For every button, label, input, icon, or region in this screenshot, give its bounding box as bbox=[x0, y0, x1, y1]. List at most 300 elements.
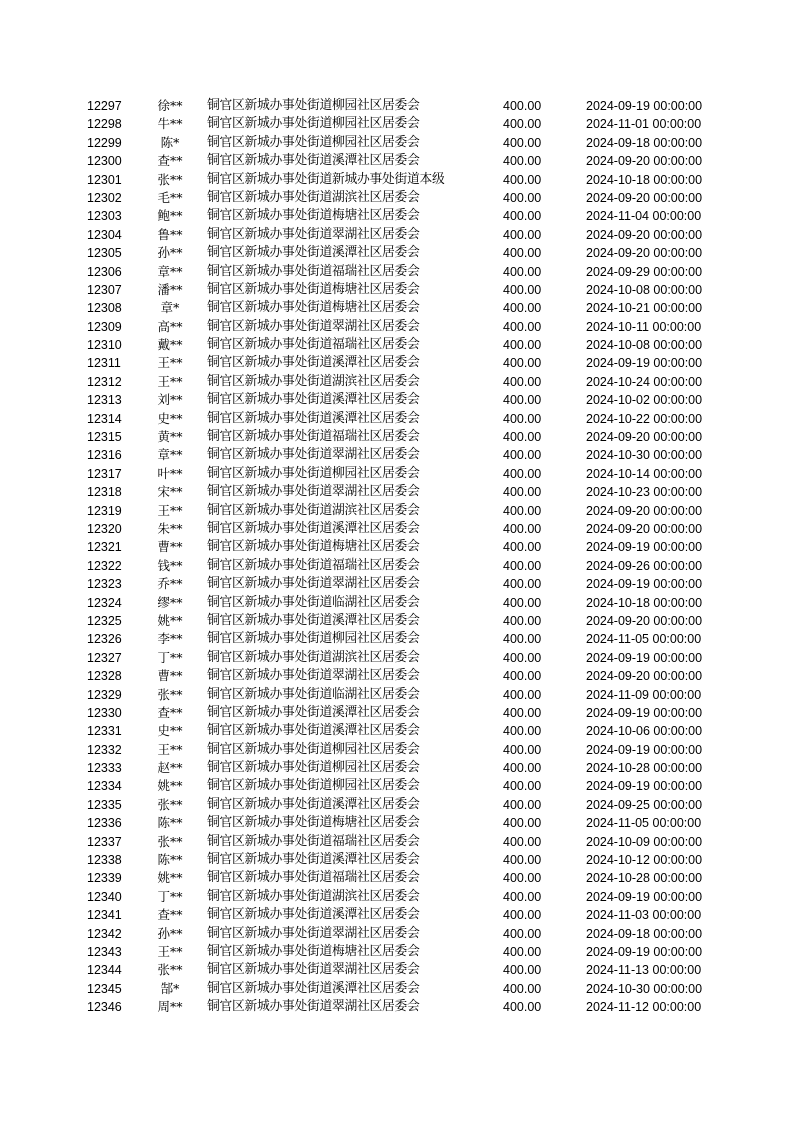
amount: 400.00 bbox=[503, 595, 542, 610]
table-row bbox=[0, 189, 793, 207]
community-name: 铜官区新城办事处街道柳园社区居委会 bbox=[207, 98, 420, 113]
table-row bbox=[0, 520, 793, 538]
person-name: 史** bbox=[157, 410, 183, 426]
amount: 400.00 bbox=[503, 705, 542, 720]
record-id: 12308 bbox=[87, 301, 122, 316]
community-name: 铜官区新城办事处街道翠湖社区居委会 bbox=[207, 447, 420, 463]
person-name: 陈** bbox=[157, 815, 183, 831]
amount: 400.00 bbox=[503, 301, 542, 316]
record-id: 12331 bbox=[87, 724, 122, 739]
payment-date: 2024-09-19 00:00:00 bbox=[586, 889, 703, 904]
amount: 400.00 bbox=[503, 613, 542, 628]
table-row bbox=[0, 575, 793, 593]
community-name: 铜官区新城办事处街道柳园社区居委会 bbox=[207, 631, 420, 647]
person-name: 赵** bbox=[157, 760, 183, 776]
community-name: 铜官区新城办事处街道溪潭社区居委会 bbox=[207, 410, 420, 426]
community-name: 铜官区新城办事处街道溪潭社区居委会 bbox=[207, 704, 420, 720]
payment-date: 2024-10-11 00:00:00 bbox=[586, 319, 702, 334]
table-row bbox=[0, 483, 793, 501]
community-name: 铜官区新城办事处街道柳园社区居委会 bbox=[207, 741, 420, 757]
table-row bbox=[0, 686, 793, 704]
community-name: 铜官区新城办事处街道福瑞社区居委会 bbox=[207, 429, 420, 445]
payment-date: 2024-09-25 00:00:00 bbox=[586, 797, 703, 812]
table-row bbox=[0, 833, 793, 851]
person-name: 王** bbox=[157, 741, 183, 757]
community-name: 铜官区新城办事处街道溪潭社区居委会 bbox=[207, 796, 420, 812]
amount: 400.00 bbox=[503, 264, 542, 279]
payment-date: 2024-10-28 00:00:00 bbox=[586, 761, 703, 776]
payment-date: 2024-10-18 00:00:00 bbox=[586, 172, 703, 187]
table-row bbox=[0, 354, 793, 372]
payment-date: 2024-10-06 00:00:00 bbox=[586, 724, 703, 739]
person-name: 张** bbox=[157, 171, 183, 187]
person-name: 王** bbox=[157, 943, 183, 959]
table-row bbox=[0, 649, 793, 667]
record-id: 12323 bbox=[87, 577, 122, 592]
person-name: 朱** bbox=[157, 520, 183, 536]
record-id: 12341 bbox=[87, 908, 122, 923]
amount: 400.00 bbox=[503, 356, 542, 371]
table-row bbox=[0, 796, 793, 814]
amount: 400.00 bbox=[503, 374, 542, 389]
community-name: 铜官区新城办事处街道湖滨社区居委会 bbox=[207, 649, 420, 665]
table-row bbox=[0, 263, 793, 281]
record-id: 12305 bbox=[87, 246, 122, 261]
community-name: 铜官区新城办事处街道溪潭社区居委会 bbox=[207, 245, 420, 261]
records-table bbox=[0, 97, 793, 1017]
payment-date: 2024-11-09 00:00:00 bbox=[586, 687, 702, 702]
amount: 400.00 bbox=[503, 448, 542, 463]
person-name: 刘** bbox=[157, 392, 183, 408]
table-row bbox=[0, 998, 793, 1016]
amount: 400.00 bbox=[503, 742, 542, 757]
payment-date: 2024-09-18 00:00:00 bbox=[586, 926, 703, 941]
record-id: 12333 bbox=[87, 761, 122, 776]
person-name: 姚** bbox=[157, 778, 183, 794]
community-name: 铜官区新城办事处街道翠湖社区居委会 bbox=[207, 962, 420, 978]
record-id: 12297 bbox=[87, 99, 122, 113]
table-row bbox=[0, 115, 793, 133]
community-name: 铜官区新城办事处街道梅塘社区居委会 bbox=[207, 943, 420, 959]
person-name: 潘** bbox=[157, 281, 183, 297]
person-name: 鲁** bbox=[157, 226, 183, 242]
community-name: 铜官区新城办事处街道溪潭社区居委会 bbox=[207, 980, 420, 996]
amount: 400.00 bbox=[503, 430, 542, 445]
person-name: 李** bbox=[157, 631, 183, 647]
payment-date: 2024-09-20 00:00:00 bbox=[586, 227, 703, 242]
amount: 400.00 bbox=[503, 816, 542, 831]
record-id: 12326 bbox=[87, 632, 122, 647]
amount: 400.00 bbox=[503, 889, 542, 904]
payment-date: 2024-09-19 00:00:00 bbox=[586, 99, 703, 113]
person-name: 曹** bbox=[157, 539, 183, 555]
community-name: 铜官区新城办事处街道溪潭社区居委会 bbox=[207, 355, 420, 371]
payment-date: 2024-09-20 00:00:00 bbox=[586, 613, 703, 628]
payment-date: 2024-09-20 00:00:00 bbox=[586, 503, 703, 518]
record-id: 12309 bbox=[87, 319, 122, 334]
payment-date: 2024-10-30 00:00:00 bbox=[586, 981, 703, 996]
person-name: 乔** bbox=[157, 576, 183, 592]
community-name: 铜官区新城办事处街道翠湖社区居委会 bbox=[207, 318, 420, 334]
payment-date: 2024-11-04 00:00:00 bbox=[586, 209, 702, 224]
amount: 400.00 bbox=[503, 521, 542, 536]
amount: 400.00 bbox=[503, 779, 542, 794]
table-row bbox=[0, 630, 793, 648]
person-name: 孙** bbox=[157, 925, 183, 941]
payment-date: 2024-10-08 00:00:00 bbox=[586, 338, 703, 353]
payment-date: 2024-09-19 00:00:00 bbox=[586, 944, 703, 959]
table-row bbox=[0, 244, 793, 262]
person-name: 曹** bbox=[157, 668, 183, 684]
person-name: 张** bbox=[157, 833, 183, 849]
person-name: 毛** bbox=[157, 189, 183, 205]
community-name: 铜官区新城办事处街道新城办事处街道本级 bbox=[207, 171, 445, 187]
payment-date: 2024-09-20 00:00:00 bbox=[586, 154, 703, 169]
table-row bbox=[0, 759, 793, 777]
community-name: 铜官区新城办事处街道福瑞社区居委会 bbox=[207, 833, 420, 849]
community-name: 铜官区新城办事处街道溪潭社区居委会 bbox=[207, 520, 420, 536]
amount: 400.00 bbox=[503, 853, 542, 868]
table-row bbox=[0, 925, 793, 943]
community-name: 铜官区新城办事处街道梅塘社区居委会 bbox=[207, 281, 420, 297]
payment-date: 2024-11-05 00:00:00 bbox=[586, 632, 702, 647]
table-row bbox=[0, 943, 793, 961]
community-name: 铜官区新城办事处街道湖滨社区居委会 bbox=[207, 373, 420, 389]
record-id: 12311 bbox=[87, 356, 121, 371]
person-name: 王** bbox=[157, 502, 183, 518]
community-name: 铜官区新城办事处街道福瑞社区居委会 bbox=[207, 337, 420, 353]
payment-date: 2024-09-29 00:00:00 bbox=[586, 264, 703, 279]
amount: 400.00 bbox=[503, 724, 542, 739]
table-row bbox=[0, 906, 793, 924]
community-name: 铜官区新城办事处街道溪潭社区居委会 bbox=[207, 392, 420, 408]
record-id: 12301 bbox=[87, 172, 122, 187]
table-row bbox=[0, 97, 793, 115]
amount: 400.00 bbox=[503, 99, 542, 113]
table-row bbox=[0, 207, 793, 225]
table-row bbox=[0, 961, 793, 979]
table-row bbox=[0, 594, 793, 612]
person-name: 宋** bbox=[157, 484, 183, 500]
person-name: 王** bbox=[157, 373, 183, 389]
table-row bbox=[0, 336, 793, 354]
amount: 400.00 bbox=[503, 411, 542, 426]
person-name: 周** bbox=[157, 999, 183, 1015]
community-name: 铜官区新城办事处街道溪潭社区居委会 bbox=[207, 723, 420, 739]
record-id: 12336 bbox=[87, 816, 122, 831]
person-name: 丁** bbox=[157, 649, 183, 665]
community-name: 铜官区新城办事处街道梅塘社区居委会 bbox=[207, 539, 420, 555]
community-name: 铜官区新城办事处街道柳园社区居委会 bbox=[207, 778, 420, 794]
table-row bbox=[0, 869, 793, 887]
person-name: 孙** bbox=[157, 245, 183, 261]
community-name: 铜官区新城办事处街道福瑞社区居委会 bbox=[207, 263, 420, 279]
community-name: 铜官区新城办事处街道柳园社区居委会 bbox=[207, 465, 420, 481]
payment-date: 2024-11-01 00:00:00 bbox=[586, 117, 702, 132]
person-name: 张** bbox=[157, 796, 183, 812]
record-id: 12306 bbox=[87, 264, 122, 279]
amount: 400.00 bbox=[503, 963, 542, 978]
amount: 400.00 bbox=[503, 485, 542, 500]
payment-date: 2024-10-28 00:00:00 bbox=[586, 871, 703, 886]
table-row bbox=[0, 465, 793, 483]
amount: 400.00 bbox=[503, 944, 542, 959]
record-id: 12312 bbox=[87, 374, 122, 389]
payment-date: 2024-09-20 00:00:00 bbox=[586, 430, 703, 445]
record-id: 12322 bbox=[87, 558, 122, 573]
person-name: 查** bbox=[157, 907, 183, 923]
community-name: 铜官区新城办事处街道翠湖社区居委会 bbox=[207, 925, 420, 941]
payment-date: 2024-09-19 00:00:00 bbox=[586, 650, 703, 665]
payment-date: 2024-09-18 00:00:00 bbox=[586, 135, 703, 150]
community-name: 铜官区新城办事处街道翠湖社区居委会 bbox=[207, 226, 420, 242]
record-id: 12303 bbox=[87, 209, 122, 224]
record-id: 12317 bbox=[87, 466, 122, 481]
amount: 400.00 bbox=[503, 246, 542, 261]
person-name: 查** bbox=[157, 153, 183, 169]
amount: 400.00 bbox=[503, 577, 542, 592]
amount: 400.00 bbox=[503, 190, 542, 205]
amount: 400.00 bbox=[503, 871, 542, 886]
amount: 400.00 bbox=[503, 466, 542, 481]
payment-date: 2024-09-20 00:00:00 bbox=[586, 246, 703, 261]
amount: 400.00 bbox=[503, 632, 542, 647]
record-id: 12339 bbox=[87, 871, 122, 886]
community-name: 铜官区新城办事处街道溪潭社区居委会 bbox=[207, 852, 420, 868]
record-id: 12325 bbox=[87, 613, 122, 628]
record-id: 12302 bbox=[87, 190, 122, 205]
table-row bbox=[0, 888, 793, 906]
amount: 400.00 bbox=[503, 834, 542, 849]
payment-date: 2024-10-30 00:00:00 bbox=[586, 448, 703, 463]
payment-date: 2024-10-12 00:00:00 bbox=[586, 853, 703, 868]
community-name: 铜官区新城办事处街道湖滨社区居委会 bbox=[207, 888, 420, 904]
community-name: 铜官区新城办事处街道梅塘社区居委会 bbox=[207, 208, 420, 224]
table-row bbox=[0, 851, 793, 869]
payment-date: 2024-09-20 00:00:00 bbox=[586, 669, 703, 684]
record-id: 12344 bbox=[87, 963, 122, 978]
amount: 400.00 bbox=[503, 393, 542, 408]
person-name: 章** bbox=[157, 263, 183, 279]
table-row bbox=[0, 134, 793, 152]
community-name: 铜官区新城办事处街道临湖社区居委会 bbox=[207, 594, 420, 610]
community-name: 铜官区新城办事处街道福瑞社区居委会 bbox=[207, 870, 420, 886]
record-id: 12318 bbox=[87, 485, 122, 500]
record-id: 12338 bbox=[87, 853, 122, 868]
table-row bbox=[0, 814, 793, 832]
community-name: 铜官区新城办事处街道溪潭社区居委会 bbox=[207, 612, 420, 628]
table-row bbox=[0, 777, 793, 795]
payment-date: 2024-11-03 00:00:00 bbox=[586, 908, 702, 923]
amount: 400.00 bbox=[503, 540, 542, 555]
person-name: 钱** bbox=[157, 557, 183, 573]
payment-date: 2024-10-18 00:00:00 bbox=[586, 595, 703, 610]
table-row bbox=[0, 538, 793, 556]
amount: 400.00 bbox=[503, 981, 542, 996]
person-name: 郜* bbox=[160, 980, 180, 996]
record-id: 12315 bbox=[87, 430, 122, 445]
record-id: 12321 bbox=[87, 540, 122, 555]
record-id: 12314 bbox=[87, 411, 122, 426]
payment-date: 2024-11-12 00:00:00 bbox=[586, 1000, 702, 1015]
amount: 400.00 bbox=[503, 687, 542, 702]
table-row bbox=[0, 502, 793, 520]
payment-date: 2024-09-19 00:00:00 bbox=[586, 540, 703, 555]
person-name: 鲍** bbox=[157, 208, 183, 224]
record-id: 12334 bbox=[87, 779, 122, 794]
record-id: 12327 bbox=[87, 650, 122, 665]
community-name: 铜官区新城办事处街道翠湖社区居委会 bbox=[207, 484, 420, 500]
amount: 400.00 bbox=[503, 227, 542, 242]
person-name: 陈* bbox=[160, 134, 180, 150]
amount: 400.00 bbox=[503, 558, 542, 573]
payment-date: 2024-11-13 00:00:00 bbox=[586, 963, 702, 978]
community-name: 铜官区新城办事处街道梅塘社区居委会 bbox=[207, 815, 420, 831]
table-row bbox=[0, 612, 793, 630]
record-id: 12307 bbox=[87, 282, 122, 297]
person-name: 陈** bbox=[157, 852, 183, 868]
amount: 400.00 bbox=[503, 209, 542, 224]
community-name: 铜官区新城办事处街道福瑞社区居委会 bbox=[207, 557, 420, 573]
person-name: 张** bbox=[157, 686, 183, 702]
table-row bbox=[0, 299, 793, 317]
payment-date: 2024-10-02 00:00:00 bbox=[586, 393, 703, 408]
table-row bbox=[0, 152, 793, 170]
person-name: 缪** bbox=[157, 594, 183, 610]
person-name: 丁** bbox=[157, 888, 183, 904]
record-id: 12335 bbox=[87, 797, 122, 812]
community-name: 铜官区新城办事处街道柳园社区居委会 bbox=[207, 760, 420, 776]
community-name: 铜官区新城办事处街道柳园社区居委会 bbox=[207, 134, 420, 150]
record-id: 12298 bbox=[87, 117, 122, 132]
amount: 400.00 bbox=[503, 503, 542, 518]
record-id: 12330 bbox=[87, 705, 122, 720]
payment-date: 2024-09-19 00:00:00 bbox=[586, 742, 703, 757]
table-row bbox=[0, 704, 793, 722]
table-row bbox=[0, 391, 793, 409]
record-id: 12346 bbox=[87, 1000, 122, 1015]
record-id: 12310 bbox=[87, 338, 122, 353]
table-row bbox=[0, 410, 793, 428]
person-name: 史** bbox=[157, 723, 183, 739]
payment-date: 2024-09-26 00:00:00 bbox=[586, 558, 703, 573]
table-row bbox=[0, 318, 793, 336]
amount: 400.00 bbox=[503, 1000, 542, 1015]
person-name: 黄** bbox=[157, 429, 183, 445]
table-row bbox=[0, 741, 793, 759]
table-row bbox=[0, 171, 793, 189]
community-name: 铜官区新城办事处街道翠湖社区居委会 bbox=[207, 576, 420, 592]
person-name: 姚** bbox=[157, 612, 183, 628]
community-name: 铜官区新城办事处街道溪潭社区居委会 bbox=[207, 153, 420, 169]
record-id: 12345 bbox=[87, 981, 122, 996]
table-row bbox=[0, 446, 793, 464]
payment-date: 2024-09-19 00:00:00 bbox=[586, 705, 703, 720]
table-row bbox=[0, 373, 793, 391]
record-id: 12316 bbox=[87, 448, 122, 463]
payment-date: 2024-10-08 00:00:00 bbox=[586, 282, 703, 297]
payment-date: 2024-09-20 00:00:00 bbox=[586, 190, 703, 205]
person-name: 叶** bbox=[157, 465, 183, 481]
amount: 400.00 bbox=[503, 338, 542, 353]
table-row bbox=[0, 980, 793, 998]
table-row bbox=[0, 722, 793, 740]
record-id: 12343 bbox=[87, 944, 122, 959]
community-name: 铜官区新城办事处街道临湖社区居委会 bbox=[207, 686, 420, 702]
payment-date: 2024-10-24 00:00:00 bbox=[586, 374, 703, 389]
record-id: 12332 bbox=[87, 742, 122, 757]
table-row bbox=[0, 667, 793, 685]
person-name: 查** bbox=[157, 704, 183, 720]
community-name: 铜官区新城办事处街道湖滨社区居委会 bbox=[207, 189, 420, 205]
payment-date: 2024-10-23 00:00:00 bbox=[586, 485, 703, 500]
person-name: 姚** bbox=[157, 870, 183, 886]
record-id: 12300 bbox=[87, 154, 122, 169]
payment-date: 2024-09-19 00:00:00 bbox=[586, 779, 703, 794]
community-name: 铜官区新城办事处街道翠湖社区居委会 bbox=[207, 999, 420, 1015]
payment-date: 2024-10-09 00:00:00 bbox=[586, 834, 703, 849]
community-name: 铜官区新城办事处街道翠湖社区居委会 bbox=[207, 668, 420, 684]
record-id: 12324 bbox=[87, 595, 122, 610]
person-name: 王** bbox=[157, 355, 183, 371]
record-id: 12329 bbox=[87, 687, 122, 702]
table-row bbox=[0, 557, 793, 575]
person-name: 张** bbox=[157, 962, 183, 978]
person-name: 章** bbox=[157, 447, 183, 463]
amount: 400.00 bbox=[503, 650, 542, 665]
payment-date: 2024-09-19 00:00:00 bbox=[586, 577, 703, 592]
record-id: 12337 bbox=[87, 834, 122, 849]
record-id: 12299 bbox=[87, 135, 122, 150]
amount: 400.00 bbox=[503, 797, 542, 812]
amount: 400.00 bbox=[503, 282, 542, 297]
table-row bbox=[0, 226, 793, 244]
amount: 400.00 bbox=[503, 761, 542, 776]
payment-date: 2024-11-05 00:00:00 bbox=[586, 816, 702, 831]
amount: 400.00 bbox=[503, 117, 542, 132]
community-name: 铜官区新城办事处街道溪潭社区居委会 bbox=[207, 907, 420, 923]
table-row bbox=[0, 281, 793, 299]
amount: 400.00 bbox=[503, 154, 542, 169]
record-id: 12304 bbox=[87, 227, 122, 242]
amount: 400.00 bbox=[503, 669, 542, 684]
amount: 400.00 bbox=[503, 319, 542, 334]
amount: 400.00 bbox=[503, 172, 542, 187]
person-name: 徐** bbox=[157, 98, 183, 113]
payment-date: 2024-09-20 00:00:00 bbox=[586, 521, 703, 536]
payment-date: 2024-09-19 00:00:00 bbox=[586, 356, 703, 371]
record-id: 12340 bbox=[87, 889, 122, 904]
record-id: 12342 bbox=[87, 926, 122, 941]
person-name: 章* bbox=[160, 300, 180, 316]
payment-date: 2024-10-14 00:00:00 bbox=[586, 466, 703, 481]
community-name: 铜官区新城办事处街道湖滨社区居委会 bbox=[207, 502, 420, 518]
community-name: 铜官区新城办事处街道梅塘社区居委会 bbox=[207, 300, 420, 316]
table-row bbox=[0, 428, 793, 446]
person-name: 戴** bbox=[157, 337, 183, 353]
amount: 400.00 bbox=[503, 926, 542, 941]
record-id: 12328 bbox=[87, 669, 122, 684]
person-name: 牛** bbox=[157, 116, 183, 132]
record-id: 12320 bbox=[87, 521, 122, 536]
person-name: 高** bbox=[157, 318, 183, 334]
amount: 400.00 bbox=[503, 135, 542, 150]
payment-date: 2024-10-21 00:00:00 bbox=[586, 301, 703, 316]
payment-date: 2024-10-22 00:00:00 bbox=[586, 411, 703, 426]
community-name: 铜官区新城办事处街道柳园社区居委会 bbox=[207, 116, 420, 132]
amount: 400.00 bbox=[503, 908, 542, 923]
record-id: 12319 bbox=[87, 503, 122, 518]
